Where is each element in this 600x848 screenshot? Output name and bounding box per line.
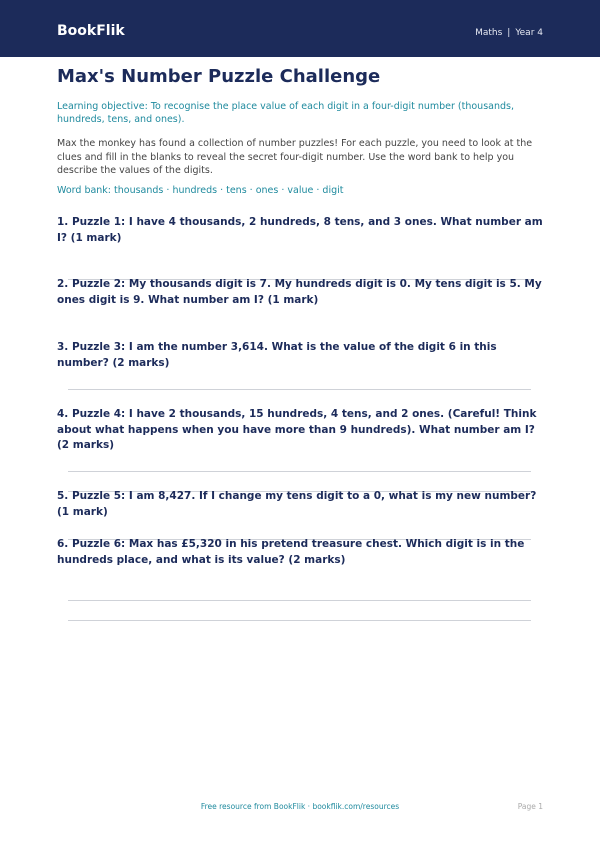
question-3: 3. Puzzle 3: I am the number 3,614. What is the value of the digit 6 in this number? (2 marks) xyxy=(57,341,497,369)
question-1: 1. Puzzle 1: I have 4 thousands, 2 hundreds, 8 tens, and 3 ones. What number am I? (1 mark) xyxy=(57,216,543,244)
brand-logo[interactable]: BookFlik xyxy=(57,23,125,39)
answer-line[interactable] xyxy=(68,471,531,472)
answer-line[interactable] xyxy=(68,600,531,601)
question-2: 2. Puzzle 2: My thousands digit is 7. My hundreds digit is 0. My tens digit is 5. My ones digit is 9. What number am I? (1 mark) xyxy=(57,278,542,306)
learning-objective: Learning objective: To recognise the place value of each digit in a four-digit number (thousands, hundreds, tens, and ones). xyxy=(57,101,514,125)
answer-line[interactable] xyxy=(68,389,531,390)
footer-text[interactable]: Free resource from BookFlik · bookflik.com/resources xyxy=(200,802,400,811)
worksheet-title: Max's Number Puzzle Challenge xyxy=(57,66,381,87)
question-4: 4. Puzzle 4: I have 2 thousands, 15 hundreds, 4 tens, and 2 ones. (Careful! Think about what happens when you have more than 9 hundreds). What number am I? (2 marks) xyxy=(57,408,537,451)
meta-separator: | xyxy=(507,28,511,38)
question-6: 6. Puzzle 6: Max has £5,320 in his pretend treasure chest. Which digit is in the hundreds place, and what is its value? (2 marks) xyxy=(57,538,525,566)
year-label: Year 4 xyxy=(515,28,543,38)
word-bank: Word bank: thousands · hundreds · tens · ones · value · digit xyxy=(57,185,344,196)
page-number: Page 1 xyxy=(517,802,543,811)
answer-line[interactable] xyxy=(68,620,531,621)
header-meta xyxy=(475,28,543,38)
page-header xyxy=(0,0,600,57)
question-5: 5. Puzzle 5: I am 8,427. If I change my tens digit to a 0, what is my new number? (1 mark) xyxy=(57,490,537,518)
subject-label: Maths xyxy=(475,28,503,38)
intro-paragraph: Max the monkey has found a collection of number puzzles! For each puzzle, you need to look at the clues and fill in the blanks to reveal the secret four-digit number. Use the word bank to help you describe the values of the digits. xyxy=(57,138,533,176)
